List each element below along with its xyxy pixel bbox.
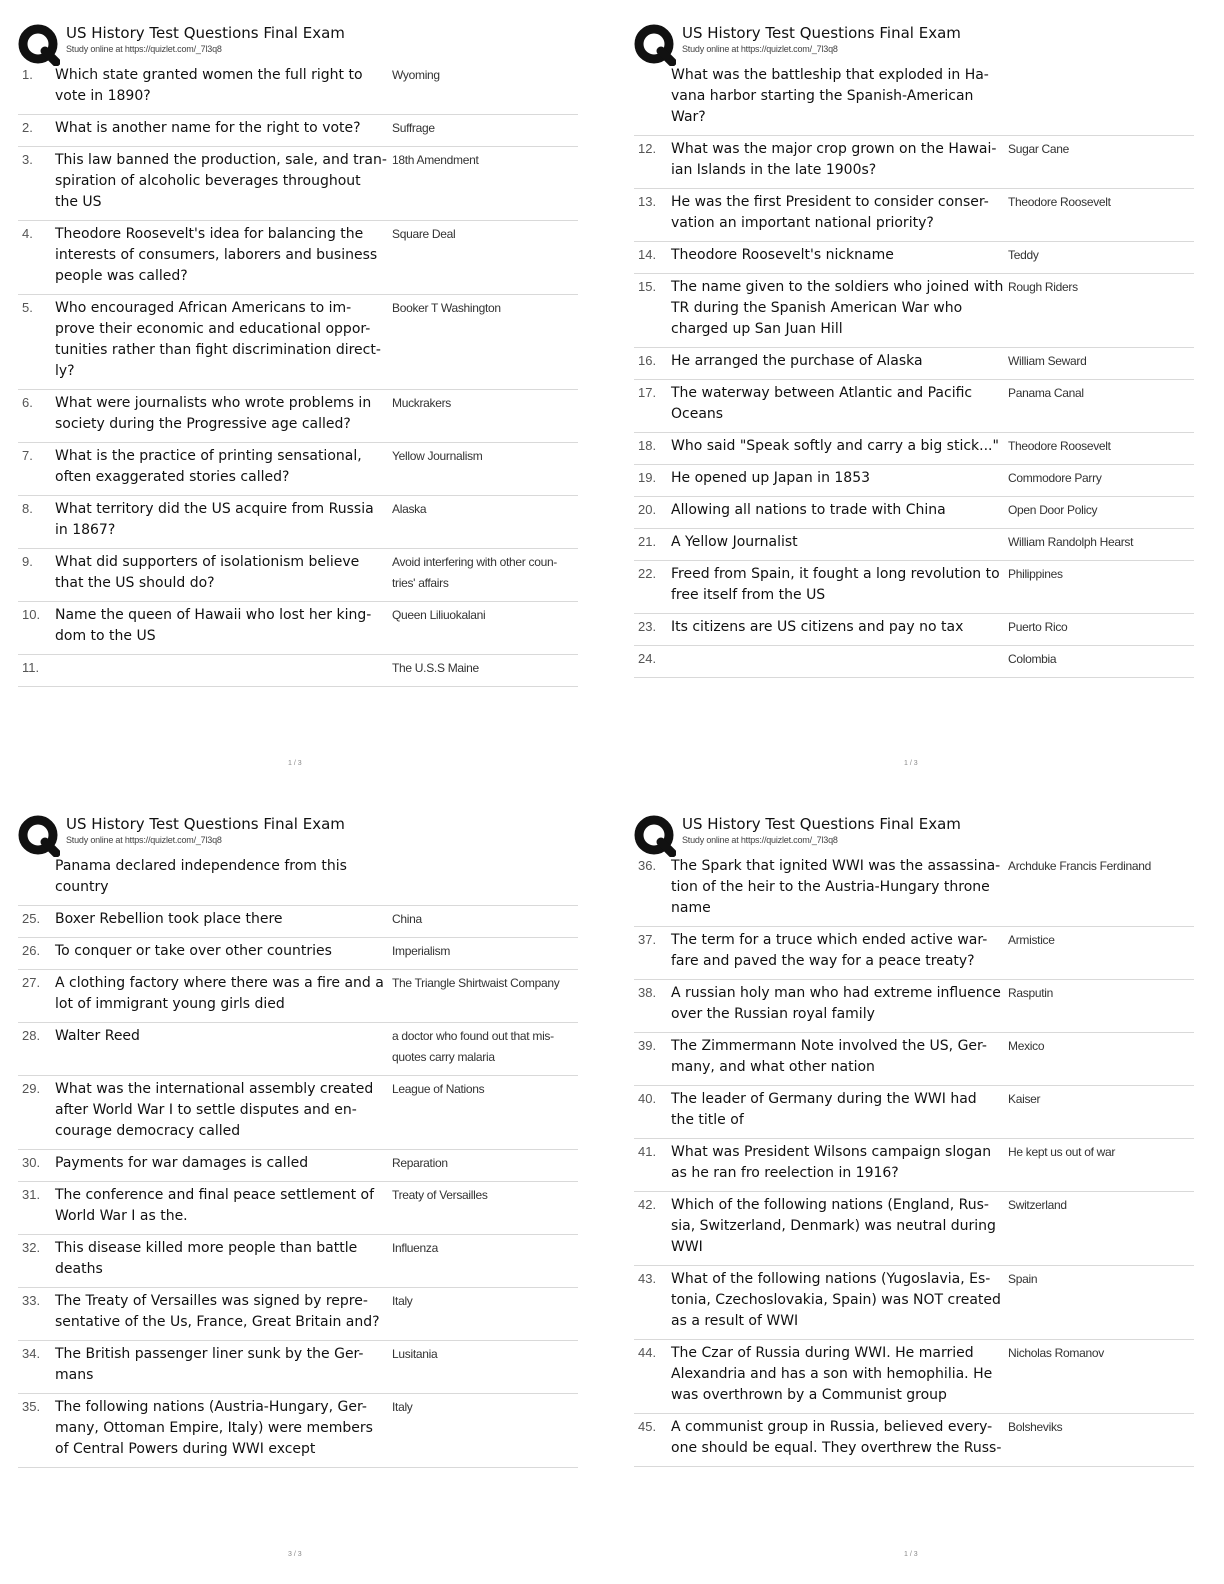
question-text: A communist group in Russia, believed every-one should be equal. They overthrew the Russ- (671, 1419, 1002, 1456)
question-number: 3. (22, 152, 33, 167)
question-row (18, 1394, 578, 1468)
question-row (18, 115, 578, 147)
answer-text: Suffrage (392, 121, 435, 135)
question-text: Theodore Roosevelt's nickname (671, 247, 894, 263)
question-row (634, 189, 1194, 242)
answer-text: Archduke Francis Ferdinand (1008, 859, 1151, 873)
question-row (18, 62, 578, 115)
quizlet-logo-icon (634, 24, 676, 66)
question-number: 20. (638, 502, 657, 517)
study-online-link[interactable]: Study online at https://quizlet.com/_7l3q8 (682, 835, 838, 845)
question-number: 28. (22, 1028, 41, 1043)
question-text: What were journalists who wrote problems in society during the Progressive age called? (55, 395, 372, 432)
question-row (634, 646, 1194, 678)
question-row (634, 980, 1194, 1033)
question-number: 5. (22, 300, 33, 315)
study-online-link[interactable]: Study online at https://quizlet.com/_7l3q8 (66, 44, 222, 54)
page-2 (634, 22, 1209, 792)
question-text: What territory did the US acquire from Russia in 1867? (55, 501, 374, 538)
question-row (18, 1076, 578, 1150)
answer-text: Theodore Roosevelt (1008, 439, 1111, 453)
question-number: 14. (638, 247, 657, 262)
question-number: 4. (22, 226, 33, 241)
question-number: 38. (638, 985, 657, 1000)
question-row (634, 1139, 1194, 1192)
question-text: Which of the following nations (England, Rus-sia, Switzerland, Denmark) was neutral during WWI (671, 1197, 996, 1255)
question-row (18, 147, 578, 221)
question-text: Name the queen of Hawaii who lost her king-dom to the US (55, 607, 372, 644)
answer-text: Open Door Policy (1008, 503, 1098, 517)
question-text: To conquer or take over other countries (55, 943, 332, 959)
question-text: What was the major crop grown on the Hawai-ian Islands in the late 1900s? (671, 141, 997, 178)
question-text: Who said "Speak softly and carry a big stick..." (671, 438, 999, 454)
answer-text: Rasputin (1008, 986, 1053, 1000)
question-number: 45. (638, 1419, 657, 1434)
answer-text: Nicholas Romanov (1008, 1346, 1104, 1360)
answer-text: Kaiser (1008, 1092, 1041, 1106)
question-row (18, 549, 578, 602)
question-text: Which state granted women the full right to vote in 1890? (55, 67, 363, 104)
answer-text: Square Deal (392, 227, 456, 241)
question-number: 31. (22, 1187, 41, 1202)
continued-question-row (634, 62, 1194, 136)
answer-text: William Randolph Hearst (1008, 535, 1134, 549)
answer-text: Panama Canal (1008, 386, 1084, 400)
question-text: He arranged the purchase of Alaska (671, 353, 923, 369)
question-number: 15. (638, 279, 657, 294)
question-text: The British passenger liner sunk by the Ger-mans (55, 1346, 364, 1383)
question-number: 43. (638, 1271, 657, 1286)
quizlet-logo-icon (18, 24, 60, 66)
answer-text: Alaska (392, 502, 427, 516)
question-row (634, 433, 1194, 465)
question-row (18, 906, 578, 938)
question-number: 40. (638, 1091, 657, 1106)
answer-text: Italy (392, 1294, 413, 1308)
answer-text: Spain (1008, 1272, 1038, 1286)
question-row (634, 380, 1194, 433)
quizlet-logo-icon (634, 815, 676, 857)
document-title: US History Test Questions Final Exam (682, 815, 961, 833)
question-text: This law banned the production, sale, and tran-spiration of alcoholic beverages throughout the US (55, 152, 387, 210)
question-number: 36. (638, 858, 657, 873)
question-row (634, 1266, 1194, 1340)
question-number: 8. (22, 501, 33, 516)
question-text: Walter Reed (55, 1028, 140, 1044)
question-row (18, 496, 578, 549)
question-number: 29. (22, 1081, 41, 1096)
answer-text: Teddy (1008, 248, 1039, 262)
question-number: 17. (638, 385, 657, 400)
question-text: What was President Wilsons campaign slogan as he ran fro reelection in 1916? (671, 1144, 992, 1181)
answer-text: Theodore Roosevelt (1008, 195, 1111, 209)
question-number: 6. (22, 395, 33, 410)
question-text: The Czar of Russia during WWI. He married Alexandria and has a son with hemophilia. He was overthrown by a Communist group (671, 1345, 993, 1403)
answer-text: He kept us out of war (1008, 1145, 1116, 1159)
question-text: The Treaty of Versailles was signed by repre-sentative of the Us, France, Great Britain and? (55, 1293, 380, 1330)
question-number: 7. (22, 448, 33, 463)
page-number: 1 / 3 (904, 760, 918, 767)
question-text: The Zimmermann Note involved the US, Ger-many, and what other nation (671, 1038, 987, 1075)
question-row (634, 497, 1194, 529)
question-row (18, 221, 578, 295)
answer-text: Reparation (392, 1156, 448, 1170)
question-text: What of the following nations (Yugoslavia, Es-tonia, Czechoslovakia, Spain) was NOT created as a result of WWI (671, 1271, 1001, 1329)
document-title: US History Test Questions Final Exam (66, 24, 345, 42)
question-number: 11. (22, 660, 40, 675)
answer-text: 18th Amendment (392, 153, 479, 167)
question-text: Theodore Roosevelt's idea for balancing the interests of consumers, laborers and business people was called? (55, 226, 378, 284)
answer-text: Colombia (1008, 652, 1057, 666)
question-row (18, 1150, 578, 1182)
answer-text: Mexico (1008, 1039, 1045, 1053)
question-number: 44. (638, 1345, 657, 1360)
page-number: 1 / 3 (288, 760, 302, 767)
answer-text: Queen Liliuokalani (392, 608, 486, 622)
question-text (671, 649, 1008, 670)
question-list (634, 62, 1194, 678)
answer-text: William Seward (1008, 354, 1087, 368)
question-row (634, 274, 1194, 348)
answer-text: Puerto Rico (1008, 620, 1068, 634)
question-text: A russian holy man who had extreme influence over the Russian royal family (671, 985, 1001, 1022)
question-number: 27. (22, 975, 41, 990)
answer-text: China (392, 912, 422, 926)
question-row (18, 390, 578, 443)
question-number: 1. (22, 67, 33, 82)
answer-text: Switzerland (1008, 1198, 1067, 1212)
question-row (634, 136, 1194, 189)
question-text: What did supporters of isolationism believe that the US should do? (55, 554, 360, 591)
question-text: He opened up Japan in 1853 (671, 470, 871, 486)
answer-text: Philippines (1008, 567, 1063, 581)
question-text: The conference and final peace settlement of World War I as the. (55, 1187, 375, 1224)
question-row (634, 348, 1194, 380)
answer-text: Muckrakers (392, 396, 452, 410)
question-row (634, 927, 1194, 980)
study-online-link[interactable]: Study online at https://quizlet.com/_7l3q8 (682, 44, 838, 54)
question-text: Panama declared independence from this country (55, 858, 347, 895)
question-row (18, 1288, 578, 1341)
answer-text: a doctor who found out that mis-quotes carry malaria (392, 1029, 554, 1064)
question-text: The waterway between Atlantic and Pacific Oceans (671, 385, 973, 422)
quizlet-logo-icon (18, 815, 60, 857)
answer-text: Yellow Journalism (392, 449, 483, 463)
question-text: What is another name for the right to vote? (55, 120, 361, 136)
question-row (18, 443, 578, 496)
answer-text: Imperialism (392, 944, 451, 958)
question-number: 18. (638, 438, 657, 453)
question-row (18, 1235, 578, 1288)
question-row (18, 1023, 578, 1076)
question-text: Boxer Rebellion took place there (55, 911, 283, 927)
question-number: 39. (638, 1038, 657, 1053)
answer-text: Bolsheviks (1008, 1420, 1063, 1434)
question-row (634, 1340, 1194, 1414)
question-text: Payments for war damages is called (55, 1155, 309, 1171)
question-row (634, 561, 1194, 614)
question-number: 32. (22, 1240, 41, 1255)
question-text: A clothing factory where there was a fire and a lot of immigrant young girls died (55, 975, 384, 1012)
question-row (634, 529, 1194, 561)
question-number: 25. (22, 911, 41, 926)
question-row (18, 655, 578, 687)
question-text: The leader of Germany during the WWI had the title of (671, 1091, 977, 1128)
page-1 (18, 22, 593, 792)
question-text: The following nations (Austria-Hungary, Ger-many, Ottoman Empire, Italy) were members of Central Powers during WWI except (55, 1399, 373, 1457)
question-list (18, 62, 578, 687)
question-row (18, 970, 578, 1023)
question-text: Freed from Spain, it fought a long revolution to free itself from the US (671, 566, 1000, 603)
question-row (634, 465, 1194, 497)
question-text: Allowing all nations to trade with China (671, 502, 946, 518)
answer-text: Influenza (392, 1241, 439, 1255)
answer-text: Sugar Cane (1008, 142, 1070, 156)
question-number: 34. (22, 1346, 41, 1361)
question-number: 24. (638, 651, 657, 666)
answer-text: The U.S.S Maine (392, 661, 479, 675)
question-row (18, 1341, 578, 1394)
question-number: 10. (22, 607, 41, 622)
question-text: The name given to the soldiers who joined with TR during the Spanish American War who charged up San Juan Hill (671, 279, 1004, 337)
question-number: 12. (638, 141, 657, 156)
page-4 (634, 813, 1209, 1583)
question-row (634, 1192, 1194, 1266)
question-number: 42. (638, 1197, 657, 1212)
question-row (634, 853, 1194, 927)
question-row (634, 1086, 1194, 1139)
answer-text: Armistice (1008, 933, 1055, 947)
question-number: 26. (22, 943, 41, 958)
question-number: 13. (638, 194, 657, 209)
answer-text: The Triangle Shirtwaist Company (392, 976, 560, 990)
question-number: 23. (638, 619, 657, 634)
answer-text: League of Nations (392, 1082, 485, 1096)
question-row (634, 1414, 1194, 1467)
question-row (634, 614, 1194, 646)
answer-text: Commodore Parry (1008, 471, 1102, 485)
answer-text: Wyoming (392, 68, 440, 82)
question-text: The term for a truce which ended active war-fare and paved the way for a peace treaty? (671, 932, 988, 969)
question-number: 37. (638, 932, 657, 947)
document-title: US History Test Questions Final Exam (682, 24, 961, 42)
question-list (18, 853, 578, 1468)
question-number: 35. (22, 1399, 41, 1414)
question-text: Who encouraged African Americans to im-prove their economic and educational oppor-tunities rather than fight discrimination direct-ly? (55, 300, 381, 379)
answer-text: Treaty of Versailles (392, 1188, 488, 1202)
question-number: 2. (22, 120, 33, 135)
study-online-link[interactable]: Study online at https://quizlet.com/_7l3q8 (66, 835, 222, 845)
question-number: 16. (638, 353, 657, 368)
question-row (18, 295, 578, 390)
question-row (634, 242, 1194, 274)
answer-text: Italy (392, 1400, 413, 1414)
question-text: The Spark that ignited WWI was the assassina-tion of the heir to the Austria-Hungary throne name (671, 858, 1001, 916)
question-text: A Yellow Journalist (671, 534, 798, 550)
question-text: This disease killed more people than battle deaths (55, 1240, 358, 1277)
question-text: What is the practice of printing sensational, often exaggerated stories called? (55, 448, 362, 485)
question-number: 9. (22, 554, 33, 569)
question-row (18, 602, 578, 655)
continued-question-row (18, 853, 578, 906)
page-number: 1 / 3 (904, 1551, 918, 1558)
answer-text: Lusitania (392, 1347, 438, 1361)
document-title: US History Test Questions Final Exam (66, 815, 345, 833)
answer-text: Booker T Washington (392, 301, 501, 315)
question-number: 22. (638, 566, 657, 581)
question-text: Its citizens are US citizens and pay no tax (671, 619, 964, 635)
page-3 (18, 813, 593, 1583)
question-number: 21. (638, 534, 657, 549)
question-row (18, 938, 578, 970)
question-number: 19. (638, 470, 657, 485)
question-number: 33. (22, 1293, 41, 1308)
page-number: 3 / 3 (288, 1551, 302, 1558)
question-list (634, 853, 1194, 1467)
question-text: What was the international assembly created after World War I to settle disputes and en-courage democracy called (55, 1081, 374, 1139)
answer-text: Avoid interfering with other coun-tries' affairs (392, 555, 558, 590)
question-number: 41. (638, 1144, 657, 1159)
answer-text: Rough Riders (1008, 280, 1078, 294)
question-number: 30. (22, 1155, 41, 1170)
question-text: What was the battleship that exploded in Ha-vana harbor starting the Spanish-American War? (671, 67, 989, 125)
question-row (634, 1033, 1194, 1086)
question-text: He was the first President to consider conser-vation an important national priority? (671, 194, 989, 231)
question-text (55, 658, 392, 679)
question-row (18, 1182, 578, 1235)
